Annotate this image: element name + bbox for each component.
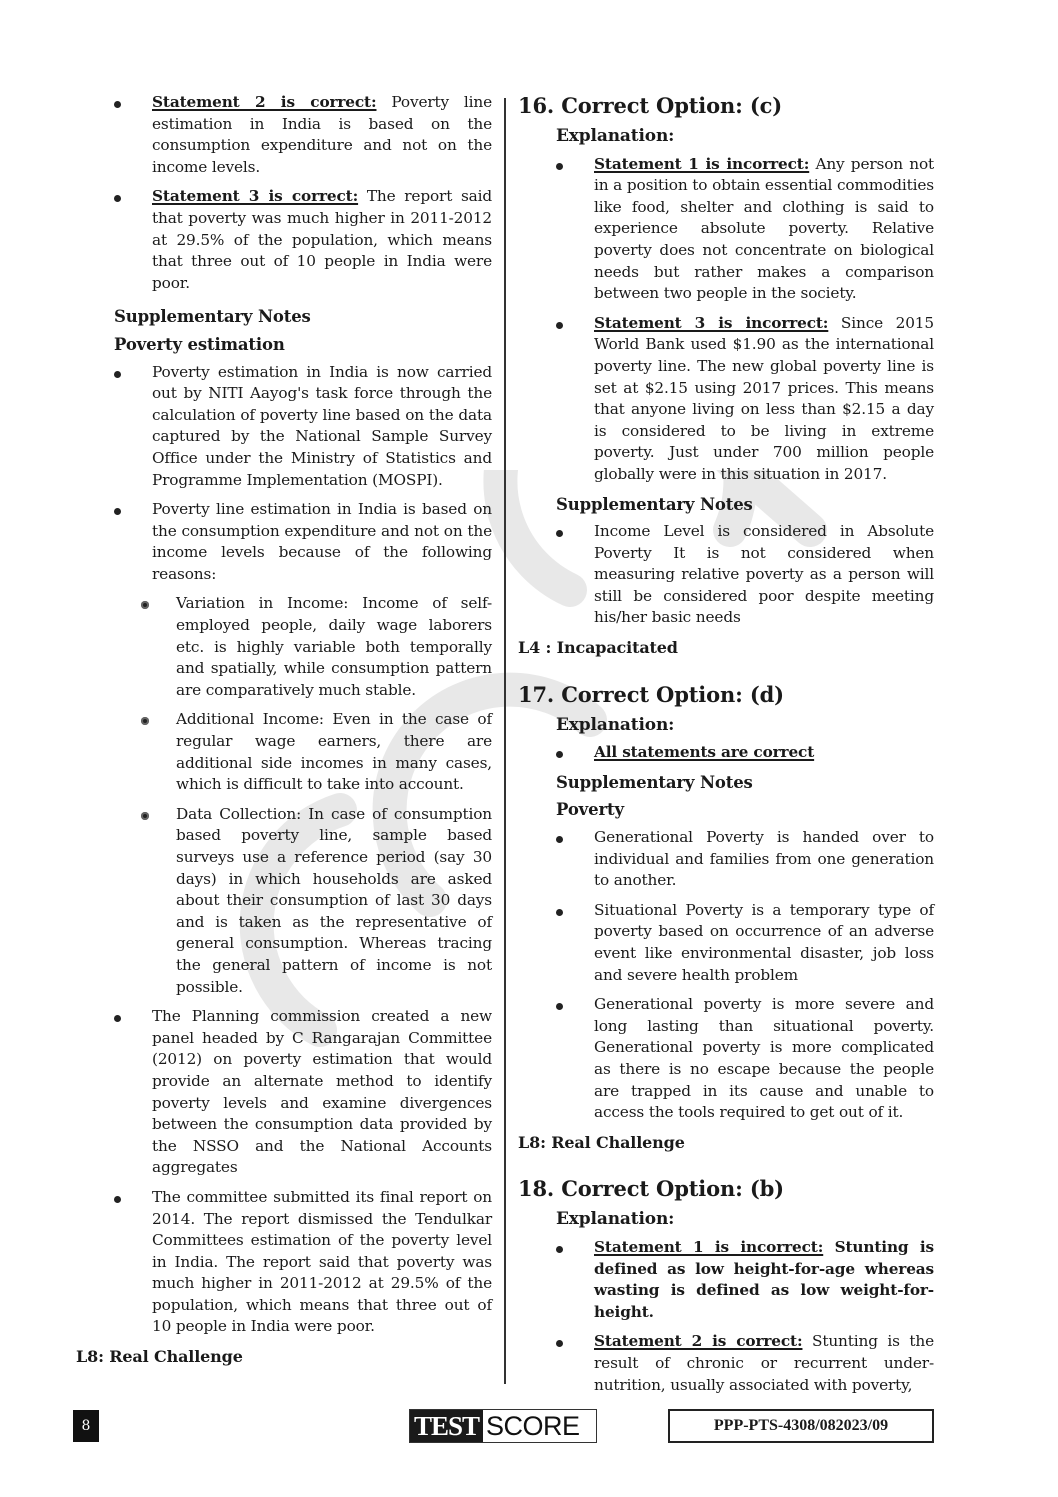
statement-lead: Statement 3 is incorrect: (594, 313, 829, 332)
note-text: The Planning commission created a new panel headed by C Rangarajan Committee (2012) on poverty estimation that would provide an alternate method to identify poverty levels and examine divergences between the consumption data provided by the NSSO and the National Accounts aggregates (152, 1007, 492, 1177)
statement-item (76, 186, 492, 294)
note-text: Poverty line estimation in India is based on the consumption expenditure and not on the income levels because of the following reasons: (152, 500, 492, 583)
sub-bullet-icon (141, 601, 149, 609)
page-number: 8 (73, 1410, 99, 1442)
logo-test-text: TEST (410, 1410, 483, 1442)
statement-lead: Statement 1 is incorrect: (594, 1237, 824, 1256)
reason-text: Additional Income: Even in the case of regular wage earners, there are additional side incomes in many cases, which is difficult to take into account. (176, 710, 492, 794)
bullet-icon (114, 1196, 121, 1203)
question-17-title: 17. Correct Option: (d) (518, 681, 784, 707)
note-text: The committee submitted its final report on 2014. The report dismissed the Tendulkar Committees estimation of the poverty level in India. The report said that poverty was much higher in 2011-2012 at 29.5% of the population, which means that three out of 10 people in India were poor. (152, 1187, 492, 1336)
bullet-icon (556, 836, 563, 843)
poverty-heading: Poverty (556, 800, 624, 820)
reason-item (76, 804, 492, 998)
explanation-label: Explanation: (556, 714, 675, 735)
bullet-icon (556, 322, 563, 329)
statement-text: Stunting is defined as low height-for-age whereas wasting is defined as low weight-for-height. (594, 1237, 934, 1321)
bullet-icon (556, 1003, 563, 1010)
poverty-estimation-heading: Poverty estimation (114, 334, 285, 354)
note-text: Generational Poverty is handed over to individual and families from one generation to another. (594, 828, 934, 890)
statement-text: The report said that poverty was much higher in 2011-2012 at 29.5% of the population, which means that three out of 10 people in India were poor. (152, 187, 493, 292)
note-item (76, 499, 492, 585)
bullet-icon (556, 751, 563, 758)
statement-item (76, 92, 492, 178)
statement-item (518, 154, 934, 305)
note-item (518, 827, 934, 892)
bullet-icon (556, 530, 563, 537)
sub-bullet-icon (141, 812, 149, 820)
statement-lead: Statement 3 is correct: (152, 187, 359, 206)
reason-item (76, 709, 492, 795)
bullet-icon (114, 1015, 121, 1022)
note-item (76, 362, 492, 492)
explanation-label: Explanation: (556, 1209, 675, 1230)
supplementary-notes-heading: Supplementary Notes (114, 307, 311, 327)
note-text: Income Level is considered in Absolute Poverty It is not considered when measuring relative poverty as a person will still be considered poor despite meeting his/her basic needs (594, 522, 934, 627)
statement-lead: Statement 1 is incorrect: (594, 154, 810, 173)
sub-bullet-icon (141, 717, 149, 725)
statement-lead: All statements are correct (594, 743, 815, 762)
explanation-label: Explanation: (556, 126, 675, 146)
question-16-title: 16. Correct Option: (c) (518, 93, 783, 118)
bullet-icon (556, 1246, 563, 1253)
column-divider (504, 98, 506, 1384)
document-code: PPP-PTS-4308/082023/09 (668, 1409, 934, 1443)
statement-lead: Statement 2 is correct: (152, 93, 377, 111)
bullet-icon (114, 371, 121, 378)
note-item (518, 900, 934, 986)
reason-item (76, 593, 492, 701)
statement-item (518, 1237, 934, 1323)
level-tag: L8: Real Challenge (518, 1132, 685, 1152)
note-text: Poverty estimation in India is now carried out by NITI Aayog's task force through the calculation of poverty line based on the data captured by the National Sample Survey Office under the Ministry of Statistics and Programme Implementation (MOSPI). (152, 362, 492, 489)
bullet-icon (114, 195, 121, 202)
statement-text: Poverty line estimation in India is based on the consumption expenditure and not on the income levels. (152, 93, 492, 176)
note-item (76, 1187, 492, 1338)
note-item (76, 1006, 492, 1179)
statement-text: Since 2015 World Bank used $1.90 as the international poverty line. The new global poverty line is set at $2.15 using 2017 prices. This means that anyone living on less than $2.15 a day is considered to be living in extreme poverty. Just under 700 million people globally were in this situation in 2017. (594, 313, 934, 483)
supplementary-notes-heading: Supplementary Notes (556, 494, 753, 514)
note-text: Generational poverty is more severe and long lasting than situational poverty. Generational poverty is more complicated as there is no escape because the people are trapped in its cause and unable to access the tools required to get out of it. (594, 995, 934, 1122)
logo-score-text: SCORE (486, 1411, 580, 1441)
testscore-logo (409, 1409, 597, 1443)
statement-text: Stunting is the result of chronic or recurrent under-nutrition, usually associated with poverty, (594, 1332, 935, 1394)
statement-item (518, 742, 934, 764)
note-item (518, 521, 934, 629)
right-column (518, 92, 934, 1404)
supplementary-notes-heading: Supplementary Notes (556, 772, 753, 792)
bullet-icon (114, 101, 121, 108)
statement-lead: Statement 2 is correct: (594, 1332, 803, 1351)
bullet-icon (114, 508, 121, 515)
note-item (518, 994, 934, 1124)
statement-text: Any person not in a position to obtain essential commodities like food, shelter and clothing is said to experience absolute poverty. Relative poverty does not concentrate on biological needs but rather makes a comparison between two people in the society. (594, 154, 934, 303)
bullet-icon (556, 163, 563, 170)
left-column (76, 92, 492, 1374)
level-tag: L4 : Incapacitated (518, 638, 678, 658)
statement-item (518, 313, 934, 486)
reason-text: Data Collection: In case of consumption based poverty line, sample based surveys use a reference period (say 30 days) in which households are asked about their consumption of last 30 days and is taken as the representative of general consumption. Whereas tracing the general pattern of income is not possible. (176, 804, 492, 996)
bullet-icon (556, 1340, 563, 1347)
note-text: Situational Poverty is a temporary type of poverty based on occurrence of an adverse event like environmental disaster, job loss and severe health problem (594, 900, 934, 984)
reason-text: Variation in Income: Income of self-employed people, daily wage laborers etc. is highly variable both temporally and spatially, while consumption pattern are comparatively much stable. (176, 594, 492, 699)
level-tag: L8: Real Challenge (76, 1347, 243, 1367)
statement-item (518, 1331, 934, 1396)
bullet-icon (556, 909, 563, 916)
question-18-title: 18. Correct Option: (b) (518, 1176, 784, 1202)
